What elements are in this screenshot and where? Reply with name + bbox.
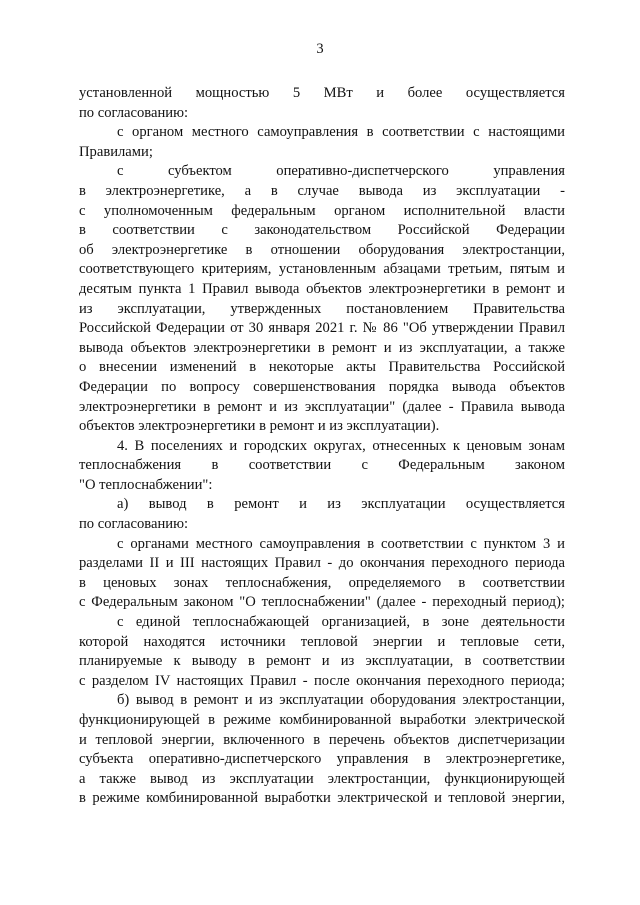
text-line: объектов электроэнергетики в ремонт и из эксплуатации). [79, 418, 440, 435]
text-line: с органом местного самоуправления в соответствии с настоящими [117, 124, 565, 141]
text-line: с органами местного самоуправления в соответствии с пунктом 3 и [117, 535, 565, 552]
text-line: в режиме комбинированной выработки электрической и тепловой энергии, [79, 790, 565, 807]
text-line: десятым пункта 1 Правил вывода объектов электроэнергетики в ремонт и [79, 280, 565, 297]
text-line: "О теплоснабжении": [79, 476, 213, 493]
text-line: с уполномоченным федеральным органом исполнительной власти [79, 202, 565, 219]
text-line: установленной мощностью 5 МВт и более осуществляется [79, 85, 565, 101]
text-line: об электроэнергетике в отношении оборудования электростанции, [79, 241, 565, 258]
text-line: и тепловой энергии, включенного в перечень объектов диспетчеризации [79, 731, 565, 748]
text-line: Правилами; [79, 143, 153, 160]
text-line: планируемые к выводу в ремонт и из эксплуатации, в соответствии [79, 653, 565, 670]
document-body [79, 84, 565, 809]
text-line: функционирующей в режиме комбинированной выработки электрической [79, 712, 565, 728]
text-line: с единой теплоснабжающей организацией, в зоне деятельности [117, 614, 565, 631]
text-line: с разделом IV настоящих Правил - после окончания переходного периода; [79, 672, 565, 689]
text-line: вывода объектов электроэнергетики в ремонт и из эксплуатации, а также [79, 339, 565, 356]
text-line: а также вывод из эксплуатации электростанции, функционирующей [79, 770, 565, 787]
text-line: которой находятся источники тепловой энергии и тепловые сети, [79, 633, 565, 650]
text-line: теплоснабжения в соответствии с Федеральным законом [79, 457, 565, 474]
text-line: а) вывод в ремонт и из эксплуатации осуществляется [117, 496, 565, 513]
text-line: с субъектом оперативно-диспетчерского управления [117, 163, 565, 180]
text-line: в ценовых зонах теплоснабжения, определяемого в соответствии [79, 574, 565, 591]
text-line: по согласованию: [79, 516, 189, 533]
text-line: соответствующего критериям, установленным абзацами третьим, пятым и [79, 261, 565, 278]
text-line: в электроэнергетике, а в случае вывода из эксплуатации - [79, 182, 565, 199]
text-line: б) вывод в ремонт и из эксплуатации оборудования электростанции, [117, 692, 565, 709]
text-line: 4. В поселениях и городских округах, отнесенных к ценовым зонам [117, 437, 565, 454]
text-line: по согласованию: [79, 104, 189, 121]
text-line: Федерации по вопросу совершенствования порядка вывода объектов [79, 378, 565, 395]
text-line: в соответствии с законодательством Российской Федерации [79, 222, 565, 239]
page-number: 3 [316, 41, 324, 57]
text-line: разделами II и III настоящих Правил - до окончания переходного периода [79, 555, 565, 572]
text-line: о внесении изменений в некоторые акты Правительства Российской [79, 359, 565, 376]
text-line: с Федеральным законом "О теплоснабжении" (далее - переходный период); [79, 594, 565, 611]
text-line: Российской Федерации от 30 января 2021 г. № 86 "Об утверждении Правил [79, 320, 565, 337]
text-line: из эксплуатации, утвержденных постановлением Правительства [79, 300, 565, 317]
text-line: электроэнергетики в ремонт и из эксплуатации" (далее - Правила вывода [79, 398, 565, 415]
text-line: субъекта оперативно-диспетчерского управления в электроэнергетике, [79, 751, 565, 768]
